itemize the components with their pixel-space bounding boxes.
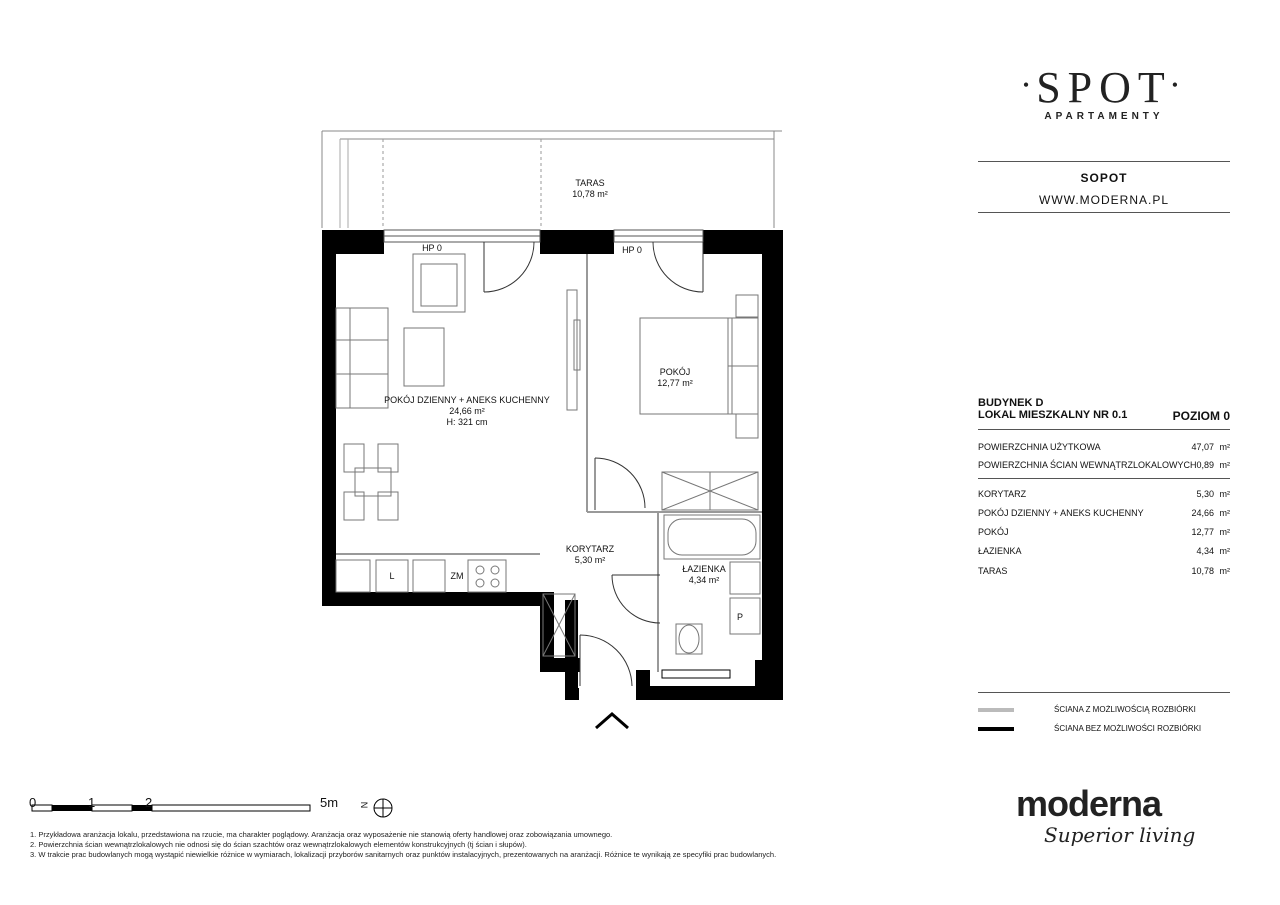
scale-label-2: 2 [145, 795, 153, 810]
room-label-pokoj-dzienny [362, 395, 572, 428]
room-name: TARAS [575, 178, 605, 188]
room-area: 10,78 m² [572, 189, 608, 199]
hp-label: HP 0 [422, 243, 442, 253]
scale-bar [32, 805, 310, 811]
building-name: BUDYNEK D [978, 397, 1044, 409]
info-sidebar: •SPOT• APARTAMENTY SOPOT WWW.MODERNA.PL BUDYNEK D LOKAL MIESZKALNY NR 0.1 POZIOM 0 POWIERZCHNIA UŻYTKOWA 47,07 m² POWIERZCHNIA ŚCIAN WEWNĄTRZLOKALOWYCH 0,89 m² KORYTARZ 5,30 m² POKÓJ DZIENNY + ANEKS KUCHENNY 24,66 m² POKÓJ 12,77 m² ŁAZIENKA 4,34 m² TARAS 10,78 m² ŚCIANA Z MOŻLIWOŚCIĄ ROZBIÓRKI ŚCIANA BEZ MOŻLIWOŚCI ROZBIÓRKI [978, 63, 1230, 733]
divider [978, 161, 1230, 162]
legend-label: ŚCIANA Z MOŻLIWOŚCIĄ ROZBIÓRKI [1054, 705, 1196, 714]
scale-label-5m: 5m [320, 795, 339, 810]
room-label-pokoj [630, 367, 720, 389]
north-label: N [359, 801, 370, 809]
room-name: ŁAZIENKA [682, 564, 726, 574]
developer-logo: moderna [1016, 783, 1162, 824]
room-name: POKÓJ DZIENNY + ANEKS KUCHENNY [384, 395, 550, 405]
scale-label-0: 0 [29, 795, 37, 810]
city-name: SOPOT [1080, 171, 1128, 185]
doors [484, 242, 703, 686]
entrance-arrow-icon [596, 714, 628, 728]
divider [978, 478, 1230, 479]
room-area: 24,66 m² [449, 406, 485, 416]
room-area: 12,77 m² [657, 378, 693, 388]
website-link[interactable]: WWW.MODERNA.PL [1039, 193, 1169, 207]
room-area: 5,30 m² [574, 555, 606, 565]
footnote: 3. W trakcie prac budowlanych mogą wystąpić niewielkie różnice w wymiarach, lokalizacji przyborów sanitarnych oraz punktów instalacyjnych, prezentowanych na aranżacji. Różnice te wynikają ze specyfiki prac budowlanych. [30, 850, 777, 859]
room-name: KORYTARZ [565, 544, 615, 554]
room-area: 4,34 m² [688, 575, 720, 585]
legend-swatch-removable [978, 708, 1014, 712]
legend-label: ŚCIANA BEZ MOŻLIWOŚCI ROZBIÓRKI [1054, 724, 1202, 733]
room-label-korytarz [545, 544, 635, 566]
building-info [978, 397, 1127, 421]
brand-subtitle: APARTAMENTY [1044, 111, 1164, 122]
developer-tagline: Superior living [1044, 823, 1196, 847]
load-bearing-walls [322, 230, 783, 700]
fixture-label-p: P [736, 612, 743, 622]
fixture-label-zm: ZM [450, 571, 464, 581]
footnotes [30, 830, 776, 860]
divider [978, 212, 1230, 213]
fixture-label-l: L [389, 571, 395, 581]
scale-label-1: 1 [88, 795, 96, 810]
brand-logo: •SPOT• [1022, 63, 1186, 112]
level-label: POZIOM 0 [1172, 409, 1230, 423]
divider [978, 692, 1230, 693]
unit-number: LOKAL MIESZKALNY NR 0.1 [978, 409, 1128, 421]
footnote: 2. Powierzchnia ścian wewnątrzlokalowych nie odnosi się do ścian szachtów oraz wewnątrzlokalowych elementów konstrukcyjnych (tj ścian i słupów). [30, 840, 527, 849]
footnote: 1. Przykładowa aranżacja lokalu, przedstawiona na rzucie, ma charakter poglądowy. Aranżacja oraz wyposażenie nie stanowią oferty handlowej oraz zobowiązania umownego. [30, 830, 613, 839]
room-name: POKÓJ [659, 367, 691, 377]
room-label-taras [530, 178, 650, 200]
divider [978, 429, 1230, 430]
hp-label: HP 0 [622, 245, 642, 255]
room-label-lazienka [664, 564, 744, 586]
north-arrow-icon [374, 799, 392, 817]
legend-swatch-permanent [978, 727, 1014, 731]
room-height: H: 321 cm [446, 417, 488, 427]
brand-name: SPOT [1036, 63, 1172, 112]
